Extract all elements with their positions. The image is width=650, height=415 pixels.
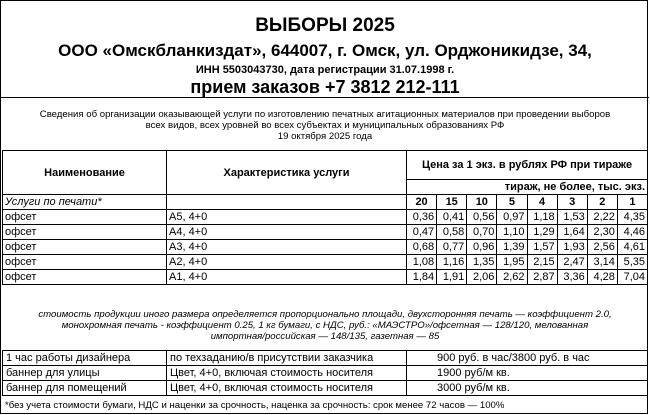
- quantity-cell: 3: [557, 195, 587, 210]
- service-row: [3, 381, 648, 396]
- price-cell: 0,96: [467, 240, 497, 255]
- price-cell: 1,16: [437, 255, 467, 270]
- note-line: импортная/российская — 148/135, газетная — 85: [210, 331, 440, 342]
- header-block: [1, 1, 649, 98]
- price-cell: 0,68: [407, 240, 437, 255]
- intro-date: 19 октября 2025 года: [277, 131, 373, 142]
- service-price: 1900 руб/м кв.: [407, 366, 648, 381]
- price-cell: 0,41: [437, 210, 467, 225]
- note-line: монохромная печать - коэффициент 0.25, 1 кг бумаги, с НДС, руб.: «МАЭСТРО»/офсетная — 128/120, мелованная: [61, 320, 589, 331]
- price-cell: 1,64: [557, 225, 587, 240]
- price-cell: 1,39: [497, 240, 527, 255]
- price-cell: 3,36: [557, 270, 587, 285]
- quantity-row: [3, 195, 648, 210]
- service-description: Цвет, 4+0, включая стоимость носителя: [167, 381, 407, 396]
- row-characteristic: А3, 4+0: [167, 240, 407, 255]
- price-cell: 4,46: [617, 225, 647, 240]
- intro-line: Сведения об организации оказывающей услуги по изготовлению печатных агитационных материалов при проведении выборов: [39, 109, 611, 120]
- price-cell: 3,14: [587, 255, 617, 270]
- price-cell: 1,53: [557, 210, 587, 225]
- price-cell: 2,56: [587, 240, 617, 255]
- quantity-cell: 10: [467, 195, 497, 210]
- table-row: [3, 255, 648, 270]
- service-price: 900 руб. в час/3800 руб. в час: [407, 351, 648, 366]
- quantity-cell: 4: [527, 195, 557, 210]
- quantity-cell: 20: [407, 195, 437, 210]
- table-row: [3, 210, 648, 225]
- tirazh-label: тираж, не более, тыс. экз.: [407, 180, 648, 195]
- service-description: Цвет, 4+0, включая стоимость носителя: [167, 366, 407, 381]
- price-cell: 1,08: [407, 255, 437, 270]
- price-cell: 2,06: [467, 270, 497, 285]
- quantity-cell: 2: [587, 195, 617, 210]
- table-header-row: [3, 151, 648, 180]
- price-cell: 1,35: [467, 255, 497, 270]
- quantity-cell: 1: [617, 195, 647, 210]
- inn-registration: ИНН 5503043730, дата регистрации 31.07.1998 г.: [195, 64, 455, 76]
- price-cell: 2,87: [527, 270, 557, 285]
- price-cell: 1,18: [527, 210, 557, 225]
- price-table: [2, 150, 648, 285]
- price-cell: 2,22: [587, 210, 617, 225]
- service-description: по техзаданию/в присутствии заказчика: [167, 351, 407, 366]
- price-cell: 4,35: [617, 210, 647, 225]
- empty-cell: [167, 195, 407, 210]
- column-header-name: Наименование: [3, 151, 167, 195]
- price-cell: 0,36: [407, 210, 437, 225]
- section-label: Услуги по печати*: [3, 195, 167, 210]
- company-address: ООО «Омскбланкиздат», 644007, г. Омск, ул. Орджоникидзе, 34,: [58, 41, 592, 60]
- row-characteristic: А5, 4+0: [167, 210, 407, 225]
- extra-services-table: [2, 350, 648, 396]
- price-cell: 2,47: [557, 255, 587, 270]
- column-header-price: Цена за 1 экз. в рублях РФ при тираже: [407, 151, 648, 180]
- price-cell: 2,62: [497, 270, 527, 285]
- price-cell: 0,47: [407, 225, 437, 240]
- service-name: 1 час работы дизайнера: [3, 351, 167, 366]
- service-name: баннер для помещений: [3, 381, 167, 396]
- price-cell: 0,56: [467, 210, 497, 225]
- table-row: [3, 270, 648, 285]
- row-name: офсет: [3, 270, 167, 285]
- orders-phone: прием заказов +7 3812 212-111: [190, 77, 460, 97]
- quantity-cell: 15: [437, 195, 467, 210]
- row-name: офсет: [3, 240, 167, 255]
- price-cell: 1,29: [527, 225, 557, 240]
- row-name: офсет: [3, 210, 167, 225]
- footnote: *без учета стоимости бумаги, НДС и наценки за срочность, наценка за срочность: срок менее 72 часов — 100%: [5, 400, 505, 411]
- note-line: стоимость продукции иного размера определяется пропорционально площади, двухсторонняя печать — коэффициент 2.0,: [38, 309, 612, 320]
- price-cell: 1,91: [437, 270, 467, 285]
- price-cell: 1,84: [407, 270, 437, 285]
- page-title: ВЫБОРЫ 2025: [255, 15, 395, 36]
- row-name: офсет: [3, 255, 167, 270]
- table-row: [3, 225, 648, 240]
- price-cell: 5,35: [617, 255, 647, 270]
- price-cell: 0,77: [437, 240, 467, 255]
- quantity-cell: 5: [497, 195, 527, 210]
- price-cell: 0,70: [467, 225, 497, 240]
- row-characteristic: А1, 4+0: [167, 270, 407, 285]
- intro-line: всех видов, всех уровней во всех субъектах и муниципальных образованиях РФ: [145, 120, 505, 131]
- price-cell: 0,97: [497, 210, 527, 225]
- price-cell: 1,95: [497, 255, 527, 270]
- pricing-note: [5, 309, 645, 342]
- price-cell: 2,30: [587, 225, 617, 240]
- price-cell: 1,93: [557, 240, 587, 255]
- price-cell: 0,58: [437, 225, 467, 240]
- intro-text: [5, 109, 645, 142]
- price-cell: 2,15: [527, 255, 557, 270]
- price-cell: 4,61: [617, 240, 647, 255]
- price-cell: 1,10: [497, 225, 527, 240]
- price-cell: 7,04: [617, 270, 647, 285]
- table-row: [3, 240, 648, 255]
- row-characteristic: А4, 4+0: [167, 225, 407, 240]
- service-row: [3, 366, 648, 381]
- column-header-characteristic: Характеристика услуги: [167, 151, 407, 195]
- price-cell: 1,57: [527, 240, 557, 255]
- service-name: баннер для улицы: [3, 366, 167, 381]
- price-cell: 4,28: [587, 270, 617, 285]
- row-characteristic: А2, 4+0: [167, 255, 407, 270]
- row-name: офсет: [3, 225, 167, 240]
- service-row: [3, 351, 648, 366]
- service-price: 3000 руб/м кв.: [407, 381, 648, 396]
